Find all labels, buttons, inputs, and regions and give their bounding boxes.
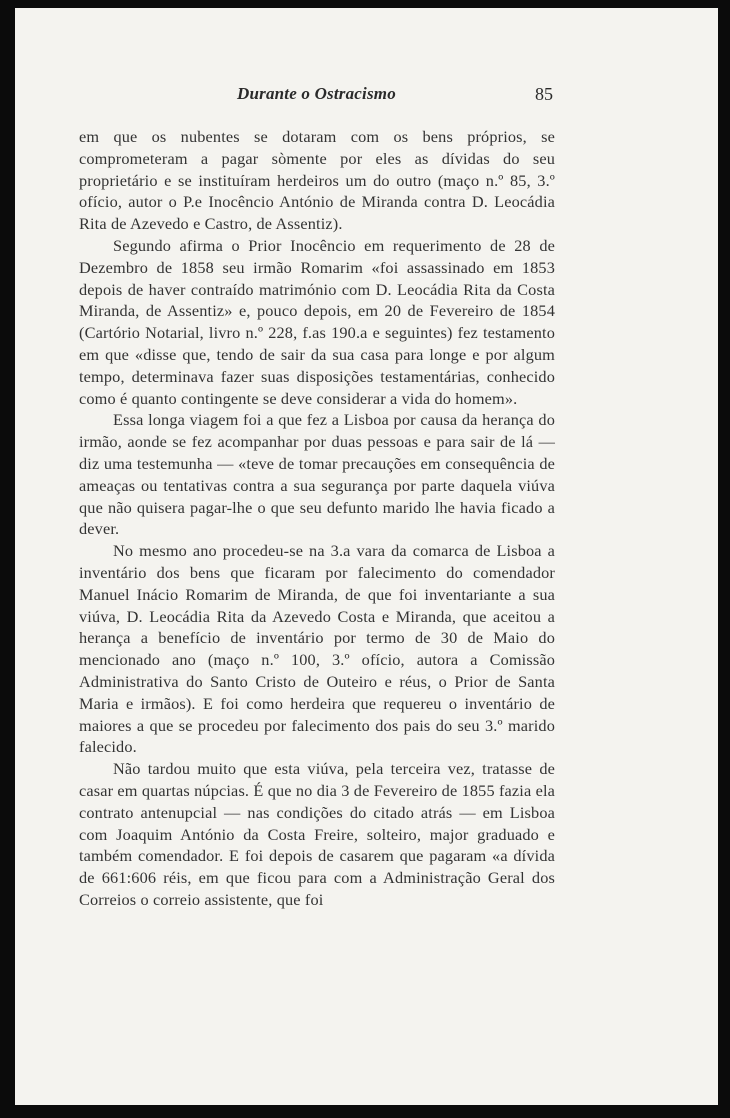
paragraph: No mesmo ano procedeu-se na 3.a vara da comarca de Lisboa a inventário dos bens que ficaram por falecimento do comendador Manuel Inácio Romarim de Miranda, de que foi inventariante a sua viúva, D. Leocádia Rita da Azevedo Costa e Miranda, que aceitou a herança a benefício de inventário por termo de 30 de Maio do mencionado ano (maço n.º 100, 3.º ofício, autora a Comissão Administrativa do Santo Cristo de Outeiro e réus, o Prior de Santa Maria e irmãos). E foi como herdeira que requereu o inventário de maiores a que se procedeu por falecimento dos pais do seu 3.º marido falecido. [79, 541, 555, 757]
paragraph: Essa longa viagem foi a que fez a Lisboa por causa da herança do irmão, aonde se fez acompanhar por duas pessoas e para sair de lá — diz uma testemunha — «teve de tomar precauções em consequência de ameaças ou tentativas contra a sua segurança por parte daquela viúva que não quisera pagar-lhe o que seu defunto marido lhe havia ficado a dever. [79, 410, 555, 539]
book-page [15, 8, 718, 1105]
body-text [79, 126, 555, 911]
running-title: Durante o Ostracismo [237, 84, 396, 103]
paragraph: Segundo afirma o Prior Inocêncio em requerimento de 28 de Dezembro de 1858 seu irmão Romarim «foi assassinado em 1853 depois de haver contraído matrimónio com D. Leocádia Rita da Costa Miranda, de Assentiz» e, pouco depois, em 20 de Fevereiro de 1854 (Cartório Notarial, livro n.º 228, f.as 190.a e seguintes) fez testamento em que «disse que, tendo de sair da sua casa para longe e por algum tempo, determinava fazer suas disposições testamentárias, conhecido como é quanto contingente se deve considerar a vida do homem». [79, 235, 555, 408]
paragraph: Não tardou muito que esta viúva, pela terceira vez, tratasse de casar em quartas núpcias. É que no dia 3 de Fevereiro de 1855 fazia ela contrato antenupcial — nas condições do citado atrás — em Lisboa com Joaquim António da Costa Freire, solteiro, major graduado e também comendador. E foi depois de casarem que pagaram «a dívida de 661:606 réis, em que ficou para com a Administração Geral dos Correios o correio assistente, que foi [79, 759, 555, 909]
running-header [15, 78, 718, 108]
page-number: 85 [535, 84, 553, 104]
paragraph-continuation: em que os nubentes se dotaram com os bens próprios, se comprometeram a pagar sòmente por eles as dívidas do seu proprietário e se instituíram herdeiros um do outro (maço n.º 85, 3.º ofício, autor o P.e Inocêncio António de Miranda contra D. Leocádia Rita de Azevedo e Castro, de Assentiz). [79, 127, 555, 234]
